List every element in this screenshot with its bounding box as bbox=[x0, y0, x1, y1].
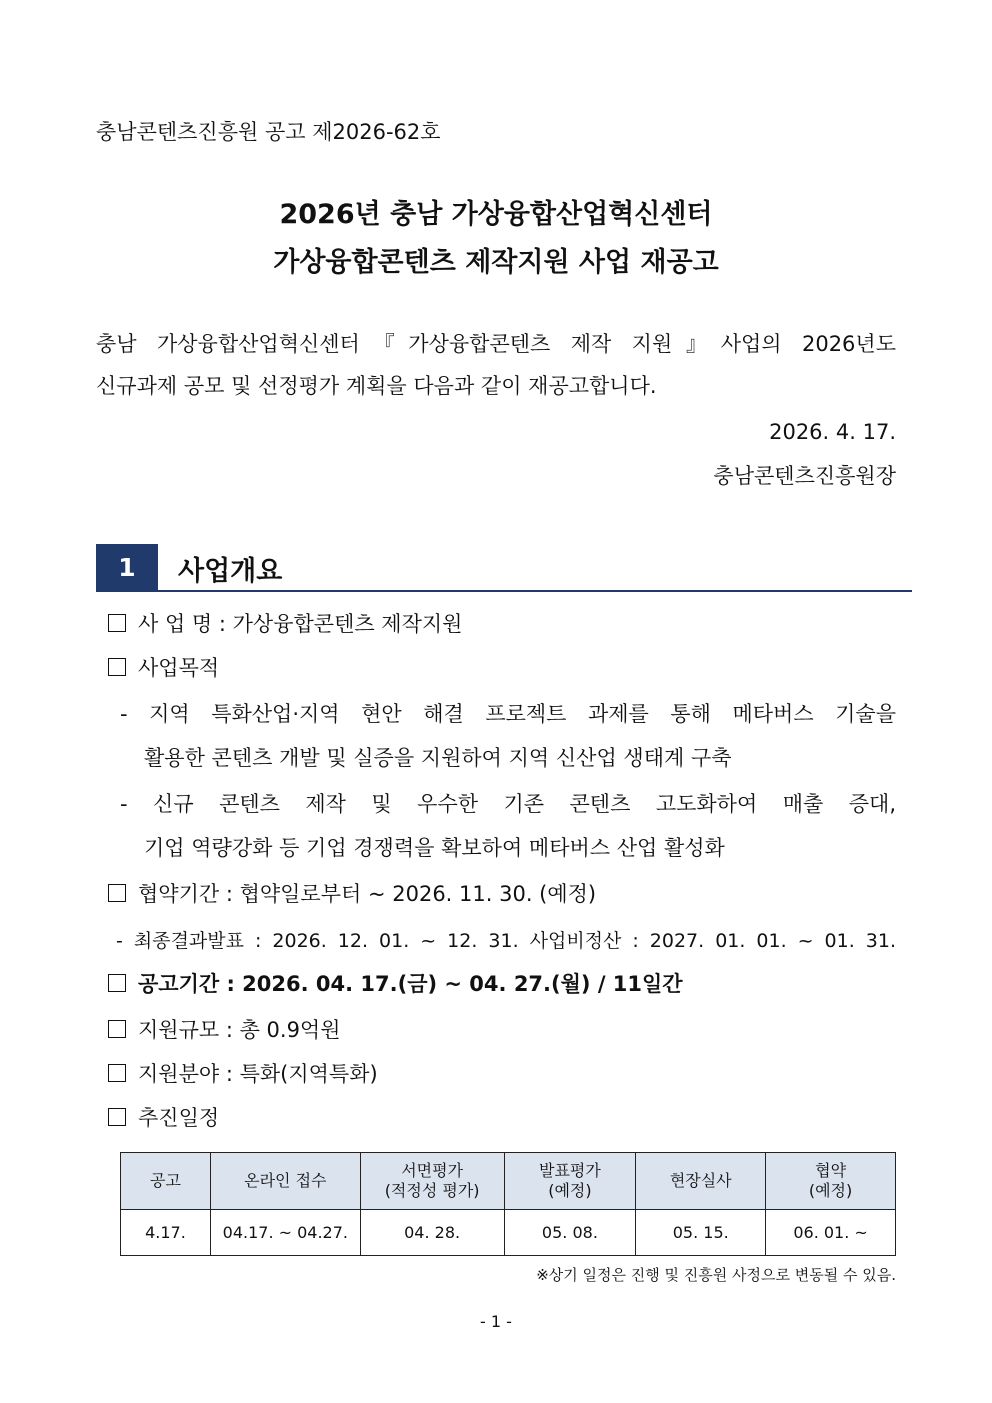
purpose-1-line1: - 지역 특화산업·지역 현안 해결 프로젝트 과제를 통해 메타버스 기술을 bbox=[120, 702, 896, 726]
document-title-line1: 2026년 충남 가상융합산업혁신센터 bbox=[279, 199, 713, 230]
header-presentation-review bbox=[504, 1153, 636, 1210]
page-number: - 1 - bbox=[480, 1312, 512, 1331]
notice-period-text: 공고기간 : 2026. 04. 17.(금) ~ 04. 27.(월) / 11일간 bbox=[138, 972, 683, 996]
intro-line1: 충남 가상융합산업혁신센터『가상융합콘텐츠 제작 지원』사업의 2026년도 bbox=[96, 332, 896, 356]
item-notice-period bbox=[108, 968, 683, 998]
item-purpose bbox=[108, 652, 219, 682]
header-agreement-l2: (예정) bbox=[808, 1181, 853, 1200]
purpose-2-line1: - 신규 콘텐츠 제작 및 우수한 기존 콘텐츠 고도화하여 매출 증대, bbox=[120, 792, 896, 816]
checkbox-square-icon bbox=[108, 1020, 126, 1038]
announcement-date: 2026. 4. 17. bbox=[769, 420, 896, 444]
checkbox-square-icon bbox=[108, 974, 126, 992]
purpose-1-line2: 활용한 콘텐츠 개발 및 실증을 지원하여 지역 신산업 생태계 구축 bbox=[144, 746, 732, 770]
header-notice: 공고 bbox=[121, 1153, 211, 1210]
section-number: 1 bbox=[96, 544, 158, 590]
issuer-name: 충남콘텐츠진흥원장 bbox=[713, 464, 896, 488]
value-notice: 4.17. bbox=[121, 1210, 211, 1256]
item-support-scale bbox=[108, 1014, 341, 1044]
header-site-inspection: 현장실사 bbox=[636, 1153, 766, 1210]
checkbox-square-icon bbox=[108, 658, 126, 676]
header-presentation-review-l1: 발표평가 bbox=[539, 1161, 601, 1180]
header-online-receipt: 온라인 접수 bbox=[210, 1153, 360, 1210]
document-title-line2: 가상융합콘텐츠 제작지원 사업 재공고 bbox=[273, 247, 719, 278]
header-presentation-review-l2: (예정) bbox=[548, 1181, 592, 1200]
value-presentation-review: 05. 08. bbox=[504, 1210, 636, 1256]
purpose-label: 사업목적 bbox=[138, 656, 220, 680]
value-agreement: 06. 01. ~ bbox=[766, 1210, 896, 1256]
schedule-header-row bbox=[121, 1153, 896, 1210]
schedule-footnote: ※상기 일정은 진행 및 진흥원 사정으로 변동될 수 있음. bbox=[536, 1266, 896, 1284]
purpose-2-line2: 기업 역량강화 등 기업 경쟁력을 확보하여 메타버스 산업 활성화 bbox=[144, 836, 725, 860]
support-field-text: 지원분야 : 특화(지역특화) bbox=[138, 1062, 378, 1086]
business-name-text: 사 업 명 : 가상융합콘텐츠 제작지원 bbox=[138, 612, 463, 636]
contract-detail: - 최종결과발표 : 2026. 12. 01. ~ 12. 31. 사업비정산 : 2027. 01. 01. ~ 01. 31. bbox=[116, 930, 896, 952]
schedule-value-row bbox=[121, 1210, 896, 1256]
checkbox-square-icon bbox=[108, 614, 126, 632]
notice-number: 충남콘텐츠진흥원 공고 제2026-62호 bbox=[96, 120, 441, 144]
checkbox-square-icon bbox=[108, 1108, 126, 1126]
value-document-review: 04. 28. bbox=[360, 1210, 504, 1256]
header-agreement-l1: 협약 bbox=[815, 1161, 847, 1180]
item-support-field bbox=[108, 1058, 378, 1088]
schedule-table bbox=[120, 1152, 896, 1256]
checkbox-square-icon bbox=[108, 884, 126, 902]
checkbox-square-icon bbox=[108, 1064, 126, 1082]
header-document-review-l1: 서면평가 bbox=[401, 1161, 464, 1180]
item-contract-period bbox=[108, 878, 596, 908]
item-schedule bbox=[108, 1102, 219, 1132]
contract-period-text: 협약기간 : 협약일로부터 ~ 2026. 11. 30. (예정) bbox=[138, 882, 597, 906]
schedule-label: 추진일정 bbox=[138, 1106, 220, 1130]
item-business-name bbox=[108, 608, 462, 638]
section-title: 사업개요 bbox=[178, 556, 283, 587]
intro-line2: 신규과제 공모 및 선정평가 계획을 다음과 같이 재공고합니다. bbox=[96, 374, 657, 398]
section-divider bbox=[96, 590, 912, 592]
support-scale-text: 지원규모 : 총 0.9억원 bbox=[138, 1018, 341, 1042]
value-online-receipt: 04.17. ~ 04.27. bbox=[210, 1210, 360, 1256]
header-document-review-l2: (적정성 평가) bbox=[384, 1181, 480, 1200]
header-agreement bbox=[766, 1153, 896, 1210]
value-site-inspection: 05. 15. bbox=[636, 1210, 766, 1256]
header-document-review bbox=[360, 1153, 504, 1210]
